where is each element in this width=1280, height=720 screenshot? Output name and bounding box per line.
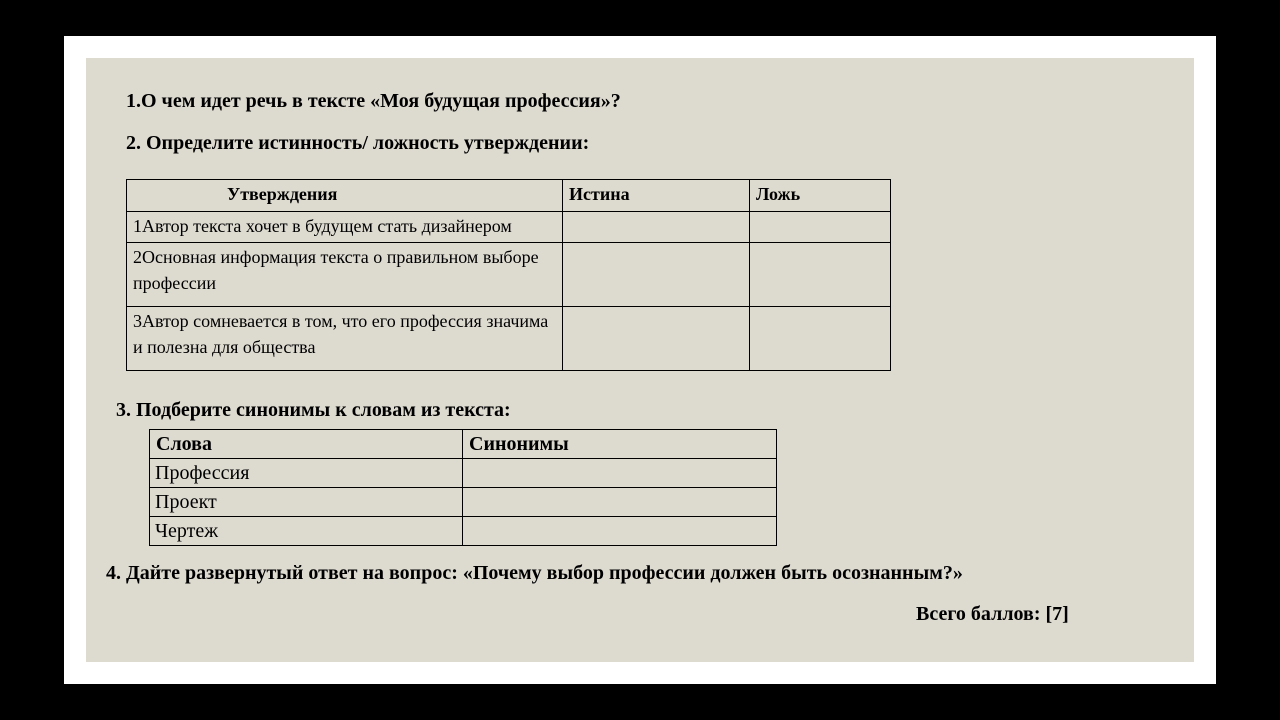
table-row — [150, 488, 777, 517]
total-score: Всего баллов: [7] — [916, 603, 1069, 625]
question-2: 2. Определите истинность/ ложность утверждении: — [126, 132, 590, 154]
table-row — [127, 212, 891, 243]
synonym-cell[interactable] — [463, 459, 777, 488]
question-1: 1.О чем идет речь в тексте «Моя будущая профессия»? — [126, 90, 621, 112]
truth-table — [126, 179, 891, 371]
question-4: 4. Дайте развернутый ответ на вопрос: «Почему выбор профессии должен быть осознанным?» — [106, 562, 963, 584]
statement-cell: 2Основная информация текста о правильном выборе профессии — [127, 243, 563, 307]
table-row — [127, 243, 891, 307]
synonyms-table — [149, 429, 777, 546]
truth-table-header — [127, 180, 891, 212]
synonym-cell[interactable] — [463, 488, 777, 517]
true-cell[interactable] — [563, 243, 750, 307]
false-cell[interactable] — [750, 243, 891, 307]
table-row — [150, 517, 777, 546]
statement-cell: 1Автор текста хочет в будущем стать дизайнером — [127, 212, 563, 243]
word-cell: Профессия — [150, 459, 463, 488]
header-false: Ложь — [750, 180, 891, 212]
word-cell: Проект — [150, 488, 463, 517]
true-cell[interactable] — [563, 212, 750, 243]
header-synonyms: Синонимы — [463, 430, 777, 459]
false-cell[interactable] — [750, 307, 891, 371]
table-row — [127, 307, 891, 371]
synonym-cell[interactable] — [463, 517, 777, 546]
synonyms-table-header — [150, 430, 777, 459]
header-true: Истина — [563, 180, 750, 212]
word-cell: Чертеж — [150, 517, 463, 546]
statement-cell: 3Автор сомневается в том, что его профессия значима и полезна для общества — [127, 307, 563, 371]
header-statements: Утверждения — [127, 180, 563, 212]
false-cell[interactable] — [750, 212, 891, 243]
question-3: 3. Подберите синонимы к словам из текста: — [116, 399, 511, 421]
header-words: Слова — [150, 430, 463, 459]
table-row — [150, 459, 777, 488]
true-cell[interactable] — [563, 307, 750, 371]
